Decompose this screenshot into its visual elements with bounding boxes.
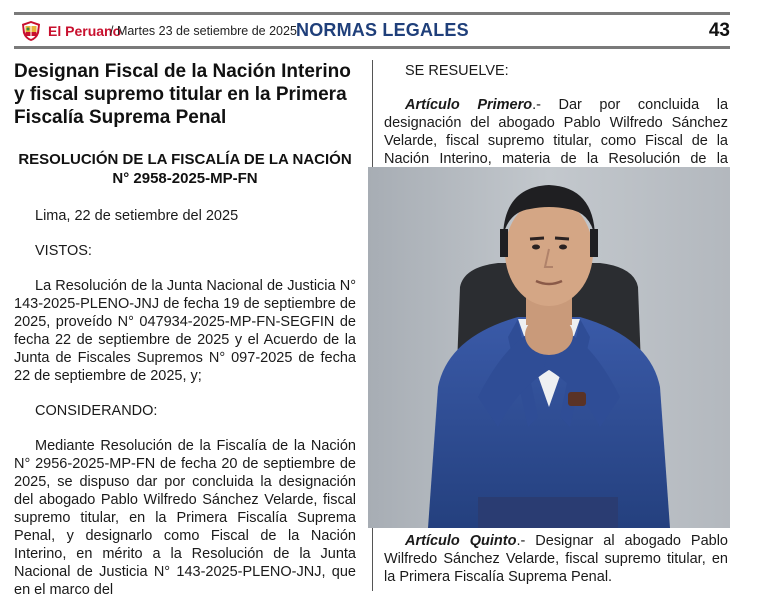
se-resuelve-heading: SE RESUELVE: — [405, 63, 509, 79]
header-bottom-rule — [14, 46, 730, 49]
article-five-block — [384, 532, 728, 586]
article-one-text: .- Dar por concluida la designación del abogado Pablo Wilfredo Sánchez Velarde, fiscal supremo titular, como Fiscal de la Nación Interino, materia de la Resolución de la — [384, 97, 729, 167]
considerando-heading: CONSIDERANDO: — [35, 403, 158, 419]
peru-coat-of-arms-icon — [20, 20, 42, 42]
page-number: 43 — [708, 20, 730, 41]
resolution-heading — [14, 150, 356, 188]
resolution-heading-line-1: RESOLUCIÓN DE LA FISCALÍA DE LA NACIÓN — [18, 151, 352, 168]
article-five-text: .- Designar al abogado Pablo Wilfredo Sánchez Velarde, fiscal supremo titular, en la Primera Fiscalía Suprema Penal. — [384, 533, 728, 585]
left-column — [14, 60, 356, 599]
article-one-label: Artículo Primero — [405, 97, 533, 113]
vistos-heading: VISTOS: — [35, 243, 92, 259]
article-title: Designan Fiscal de la Nación Interino y fiscal supremo titular en la Primera Fiscalía Suprema Penal — [14, 61, 351, 128]
considerando-paragraph: Mediante Resolución de la Fiscalía de la Nación N° 2956-2025-MP-FN de fecha 20 de septiembre de 2025, se dispuso dar por concluida la designación del abogado Pablo Wilfredo Sánchez Velarde, fiscal supremo titular, en la Primera Fiscalía Suprema Penal, y designarlo como Fiscal de la Nación Interino, en mérito a la Resolución de la Junta Nacional de Justicia N° 143-2025-PLENO-JNJ, que en el marco del — [14, 438, 356, 598]
section-title: NORMAS LEGALES — [296, 20, 469, 40]
page-header — [14, 8, 730, 52]
header-top-rule — [14, 12, 730, 15]
article-five-label: Artículo Quinto — [405, 533, 517, 549]
issue-date: / Martes 23 de setiembre de 2025 — [110, 24, 297, 38]
portrait-illustration — [368, 167, 730, 528]
article-five-paragraph — [384, 532, 728, 586]
newspaper-brand: El Peruano — [48, 23, 122, 39]
place-date: Lima, 22 de setiembre del 2025 — [35, 208, 239, 224]
resolution-number: N° 2958-2025-MP-FN — [112, 170, 258, 187]
vistos-paragraph: La Resolución de la Junta Nacional de Justicia N° 143-2025-PLENO-JNJ de fecha 19 de septiembre de 2025, proveído N° 047934-2025-MP-FN-SEGFIN de fecha 22 de septiembre de 2025 y el Acuerdo de la Junta de Fiscales Supremos N° 097-2025 de fecha 22 de septiembre de 2025, y; — [14, 278, 356, 384]
portrait-photo — [368, 167, 730, 528]
